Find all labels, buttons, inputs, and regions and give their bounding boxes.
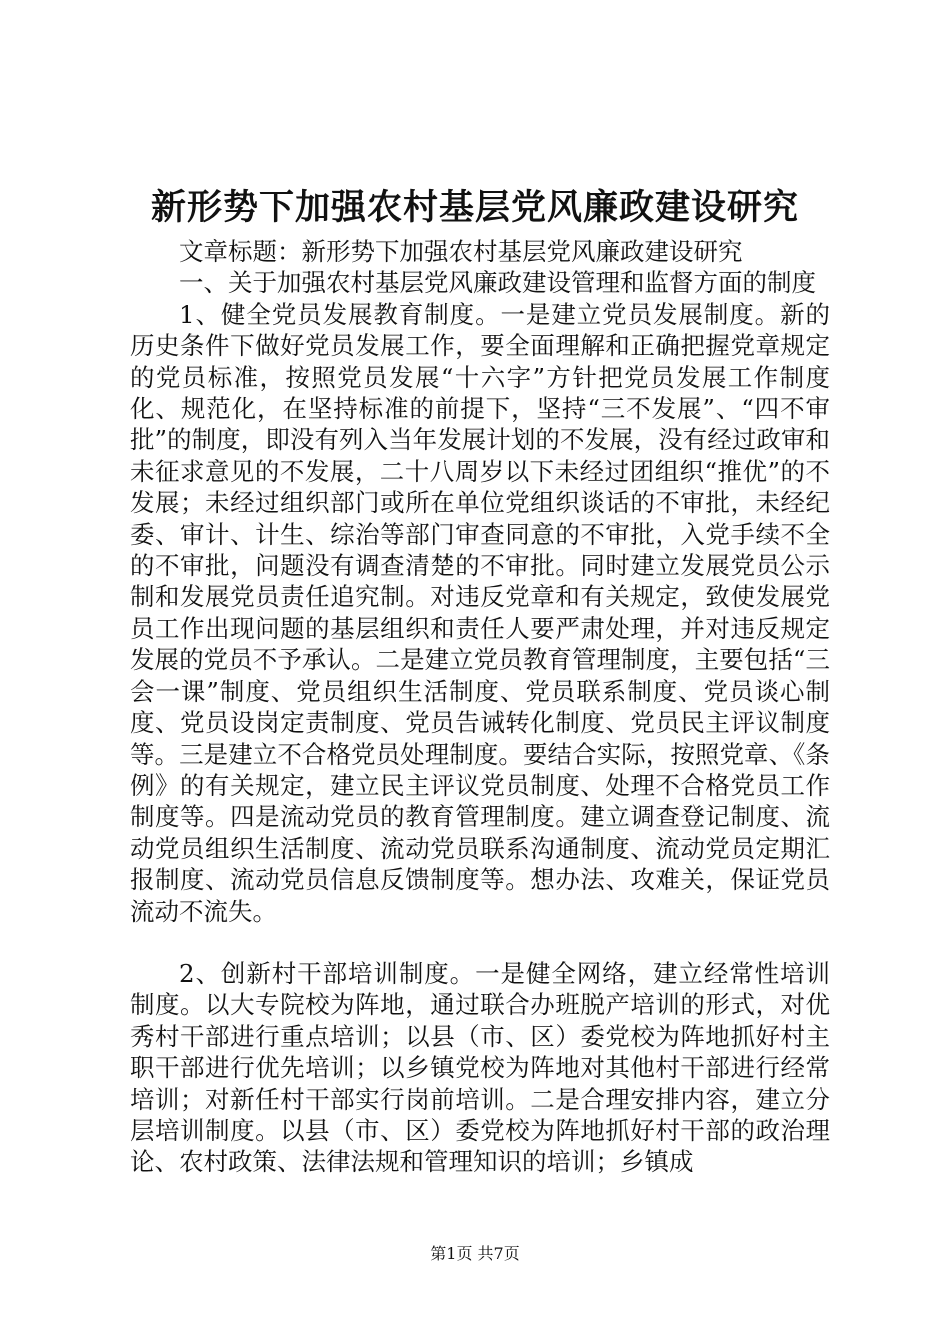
page-number-footer: 第1页 共7页 <box>430 1244 520 1263</box>
paragraph-2: 2、创新村干部培训制度。一是健全网络，建立经常性培训制度。以大专院校为阵地，通过联合办班脱产培训的形式，对优秀村干部进行重点培训；以县（市、区）委党校为阵地抓好村主职干部进行优先培训；以乡镇党校为阵地对其他村干部进行经常培训；对新任村干部实行岗前培训。二是合理安排内容，建立分层培训制度。以县（市、区）委党校为阵地抓好村干部的政治理论、农村政策、法律法规和管理知识的培训；乡镇成 <box>130 958 830 1177</box>
document-title: 新形势下加强农村基层党风廉政建设研究 <box>150 187 799 228</box>
section-heading: 一、关于加强农村基层党风廉政建设管理和监督方面的制度 <box>179 268 816 298</box>
paragraph-1: 1、健全党员发展教育制度。一是建立党员发展制度。新的历史条件下做好党员发展工作，要全面理解和正确把握党章规定的党员标准，按照党员发展“十六字”方针把党员发展工作制度化、规范化，在坚持标准的前提下，坚持“三不发展”、“四不审批”的制度，即没有列入当年发展计划的不发展，没有经过政审和未征求意见的不发展，二十八周岁以下未经过团组织“推优”的不发展；未经过组织部门或所在单位党组织谈话的不审批，未经纪委、审计、计生、综治等部门审查同意的不审批，入党手续不全的不审批，问题没有调查清楚的不审批。同时建立发展党员公示制和发展党员责任追究制。对违反党章和有关规定，致使发展党员工作出现问题的基层组织和责任人要严肃处理，并对违反规定发展的党员不予承认。二是建立党员教育管理制度，主要包括“三会一课”制度、党员组织生活制度、党员联系制度、党员谈心制度、党员设岗定责制度、党员告诫转化制度、党员民主评议制度等。三是建立不合格党员处理制度。要结合实际，按照党章、《条例》的有关规定，建立民主评议党员制度、处理不合格党员工作制度等。四是流动党员的教育管理制度。建立调查登记制度、流动党员组织生活制度、流动党员联系沟通制度、流动党员定期汇报制度、流动党员信息反馈制度等。想办法、攻难关，保证党员流动不流失。 <box>130 299 830 926</box>
article-title-line: 文章标题：新形势下加强农村基层党风廉政建设研究 <box>179 237 743 266</box>
document-body <box>130 236 830 1178</box>
